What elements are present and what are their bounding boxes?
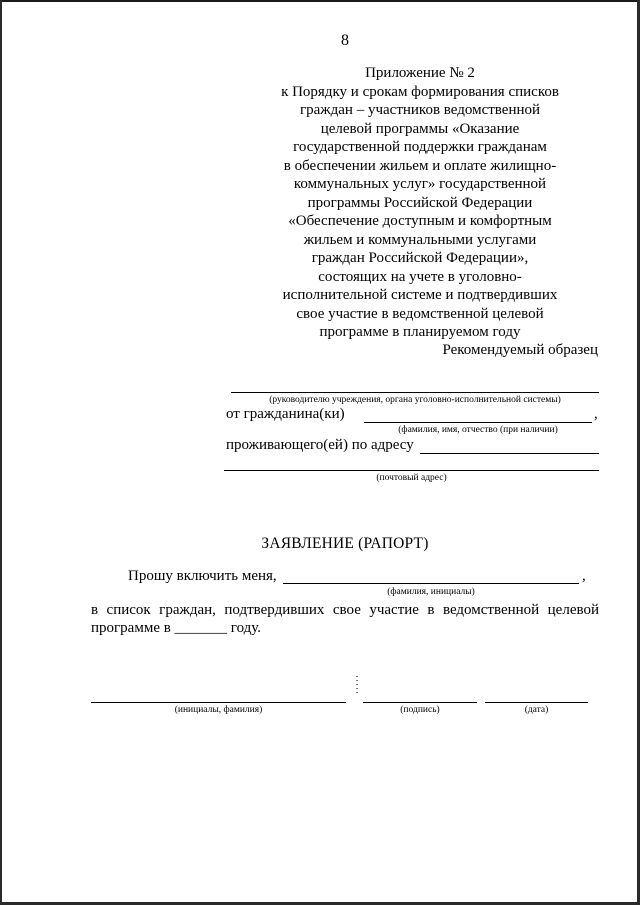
- request-name-caption: (фамилия, инициалы): [387, 587, 475, 597]
- appendix-block: [270, 64, 570, 342]
- faint-dots: [356, 676, 358, 694]
- address-line-2[interactable]: [224, 470, 599, 471]
- appendix-line: программы Российской Федерации: [307, 194, 533, 211]
- appendix-line: граждан – участников ведомственной: [299, 102, 541, 118]
- address-caption: (почтовый адрес): [376, 473, 447, 483]
- head-caption: (руководителю учреждения, органа уголовно-исполнительной системы): [269, 395, 561, 405]
- initials-line[interactable]: [91, 702, 346, 703]
- page-border-left: [0, 0, 2, 905]
- page-border-top: [0, 0, 640, 2]
- signature-caption: (подпись): [400, 705, 440, 715]
- request-text-line-2: программе в _______ году.: [91, 620, 262, 636]
- date-caption: (дата): [524, 705, 549, 715]
- from-comma: ,: [594, 406, 598, 422]
- appendix-line: граждан Российской Федерации»,: [311, 250, 529, 266]
- request-text-line-1: в список граждан, подтвердивших свое участие в ведомственной целевой: [91, 602, 599, 618]
- head-name-line[interactable]: [231, 392, 599, 393]
- document-title: ЗАЯВЛЕНИЕ (РАПОРТ): [261, 535, 429, 552]
- appendix-line: коммунальных услуг» государственной: [293, 176, 547, 192]
- applicant-name-caption: (фамилия, имя, отчество (при наличии): [398, 425, 558, 435]
- address-label: проживающего(ей) по адресу: [226, 437, 414, 453]
- date-line[interactable]: [485, 702, 588, 703]
- appendix-line: состоящих на учете в уголовно-: [318, 268, 522, 285]
- initials-caption: (инициалы, фамилия): [174, 705, 263, 715]
- appendix-line: свое участие в ведомственной целевой: [296, 305, 544, 322]
- request-comma: ,: [582, 568, 586, 584]
- appendix-line: государственной поддержки гражданам: [293, 139, 547, 155]
- request-name-line[interactable]: [283, 583, 579, 584]
- appendix-line: программе в планируемом году: [319, 324, 521, 340]
- appendix-line: целевой программы «Оказание: [320, 120, 520, 137]
- address-line-1[interactable]: [420, 453, 599, 454]
- applicant-name-line[interactable]: [364, 422, 592, 423]
- page-number: 8: [341, 32, 349, 49]
- request-lead: Прошу включить меня,: [128, 568, 277, 584]
- appendix-line: «Обеспечение доступным и комфортным: [288, 213, 552, 229]
- appendix-line: к Порядку и срокам формирования списков: [281, 83, 559, 100]
- signature-line[interactable]: [363, 702, 477, 703]
- appendix-line: в обеспечении жильем и оплате жилищно-: [283, 157, 557, 174]
- recommended-sample-label: Рекомендуемый образец: [442, 342, 598, 358]
- from-label: от гражданина(ки): [226, 406, 345, 422]
- appendix-line: Приложение № 2: [365, 65, 475, 81]
- appendix-line: исполнительной системе и подтвердивших: [282, 287, 558, 303]
- appendix-line: жильем и коммунальными услугами: [303, 231, 537, 248]
